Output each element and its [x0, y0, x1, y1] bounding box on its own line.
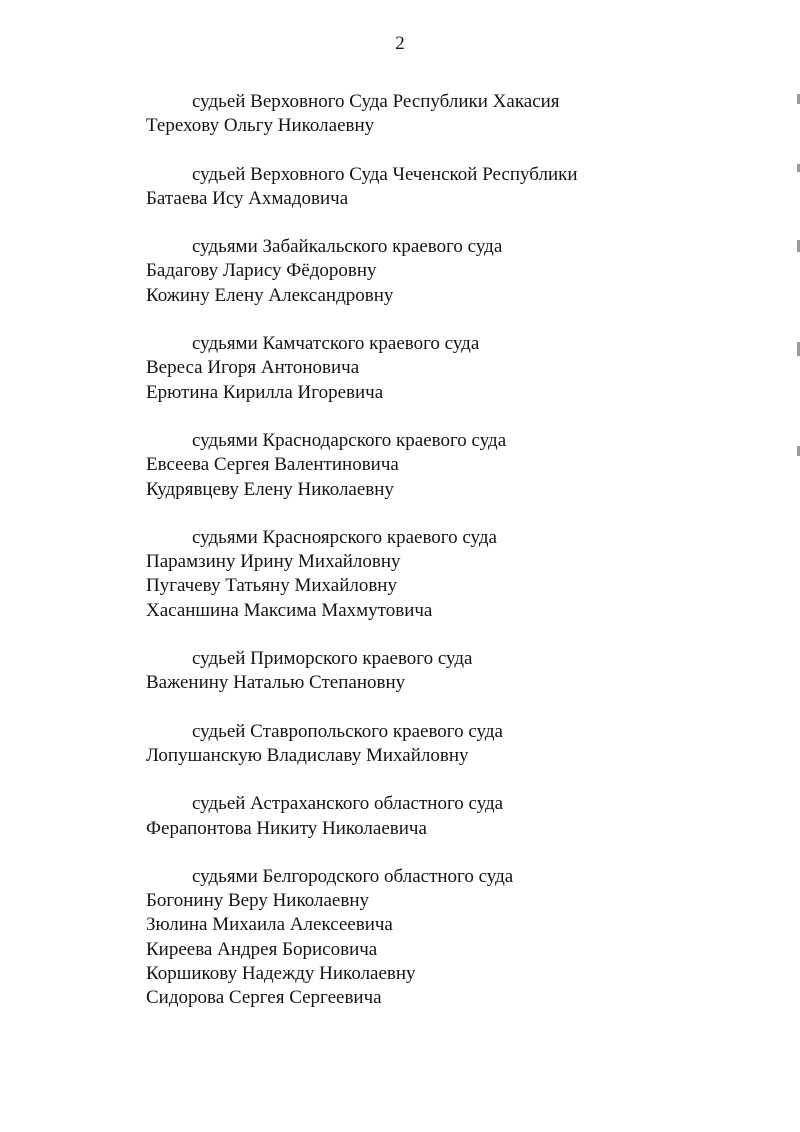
judge-name: Кудрявцеву Елену Николаевну	[146, 478, 394, 500]
section-heading: судьями Красноярского краевого суда	[192, 526, 497, 548]
judge-name: Сидорова Сергея Сергеевича	[146, 987, 382, 1009]
judge-name: Коршикову Надежду Николаевну	[146, 963, 416, 985]
judge-name: Лопушанскую Владиславу Михайловну	[146, 744, 469, 766]
section-heading: судьей Верховного Суда Чеченской Республики	[192, 163, 578, 185]
section-krasnodar-court	[146, 429, 746, 502]
section-heading: судьей Астраханского областного суда	[192, 793, 504, 815]
section-krasnoyarsk-court	[146, 526, 746, 623]
judge-name: Пугачеву Татьяну Михайловну	[146, 575, 397, 597]
judge-name: Терехову Ольгу Николаевну	[146, 115, 375, 137]
judge-name: Киреева Андрея Борисовича	[146, 938, 378, 960]
judge-name: Ерютина Кирилла Игоревича	[146, 381, 384, 403]
section-heading: судьями Камчатского краевого суда	[192, 333, 480, 355]
section-heading: судьей Верховного Суда Республики Хакасия	[192, 91, 560, 112]
section-heading: судьей Ставропольского краевого суда	[192, 720, 503, 742]
judge-name: Вереса Игоря Антоновича	[146, 357, 360, 379]
section-heading: судьями Краснодарского краевого суда	[192, 429, 507, 451]
section-astrakhan-court	[146, 792, 746, 841]
judge-name: Ферапонтова Никиту Николаевича	[146, 817, 427, 839]
section-khakassia-supreme-court	[146, 90, 746, 139]
judge-name: Евсеева Сергея Валентиновича	[146, 454, 399, 476]
section-stavropol-court	[146, 720, 746, 769]
section-primorsky-court	[146, 647, 746, 696]
scan-edge-marks	[794, 80, 800, 560]
section-kamchatka-court	[146, 332, 746, 405]
judge-name: Важенину Наталью Степановну	[146, 672, 406, 694]
section-belgorod-court	[146, 865, 746, 1011]
judge-name: Батаева Ису Ахмадовича	[146, 187, 349, 209]
page-number: 2	[395, 33, 405, 54]
section-heading: судьей Приморского краевого суда	[192, 648, 473, 670]
section-heading: судьями Белгородского областного суда	[192, 865, 514, 887]
section-zabaikalsky-court	[146, 235, 746, 308]
judge-name: Хасаншина Максима Махмутовича	[146, 599, 433, 621]
judge-name: Бадагову Ларису Фёдоровну	[146, 260, 377, 282]
section-chechen-supreme-court	[146, 163, 746, 212]
judge-name: Богонину Веру Николаевну	[146, 890, 369, 912]
judge-name: Зюлина Михаила Алексеевича	[146, 914, 393, 936]
judge-name: Парамзину Ирину Михайловну	[146, 551, 401, 573]
appointment-list	[146, 90, 746, 1035]
judge-name: Кожину Елену Александровну	[146, 284, 394, 306]
section-heading: судьями Забайкальского краевого суда	[192, 236, 503, 258]
